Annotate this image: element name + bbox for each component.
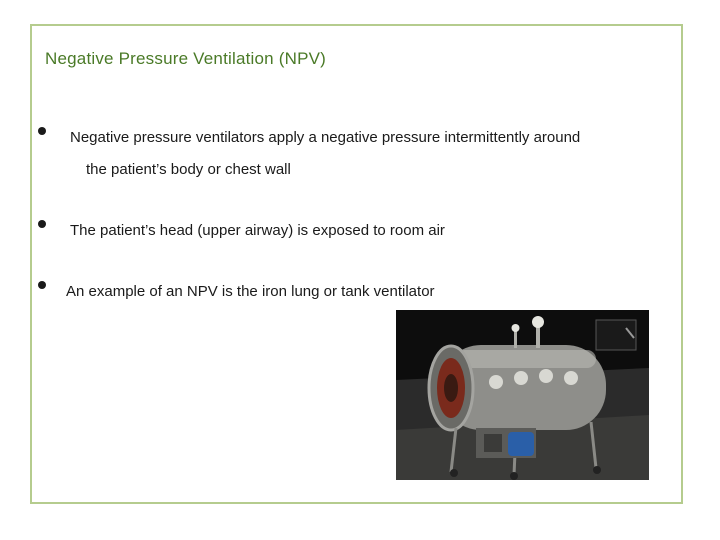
bullet-1-line-2: the patient’s body or chest wall [86,161,291,178]
iron-lung-photo [396,310,649,480]
bullet-dot-1 [38,127,46,135]
bullet-1-line-1: Negative pressure ventilators apply a negative pressure intermittently around [70,129,581,146]
bullet-dot-2 [38,220,46,228]
bullet-dot-3 [38,281,46,289]
bullet-2-text: The patient’s head (upper airway) is exposed to room air [70,222,445,239]
bullet-3-text: An example of an NPV is the iron lung or tank ventilator [66,283,435,300]
slide-title: Negative Pressure Ventilation (NPV) [45,49,327,68]
